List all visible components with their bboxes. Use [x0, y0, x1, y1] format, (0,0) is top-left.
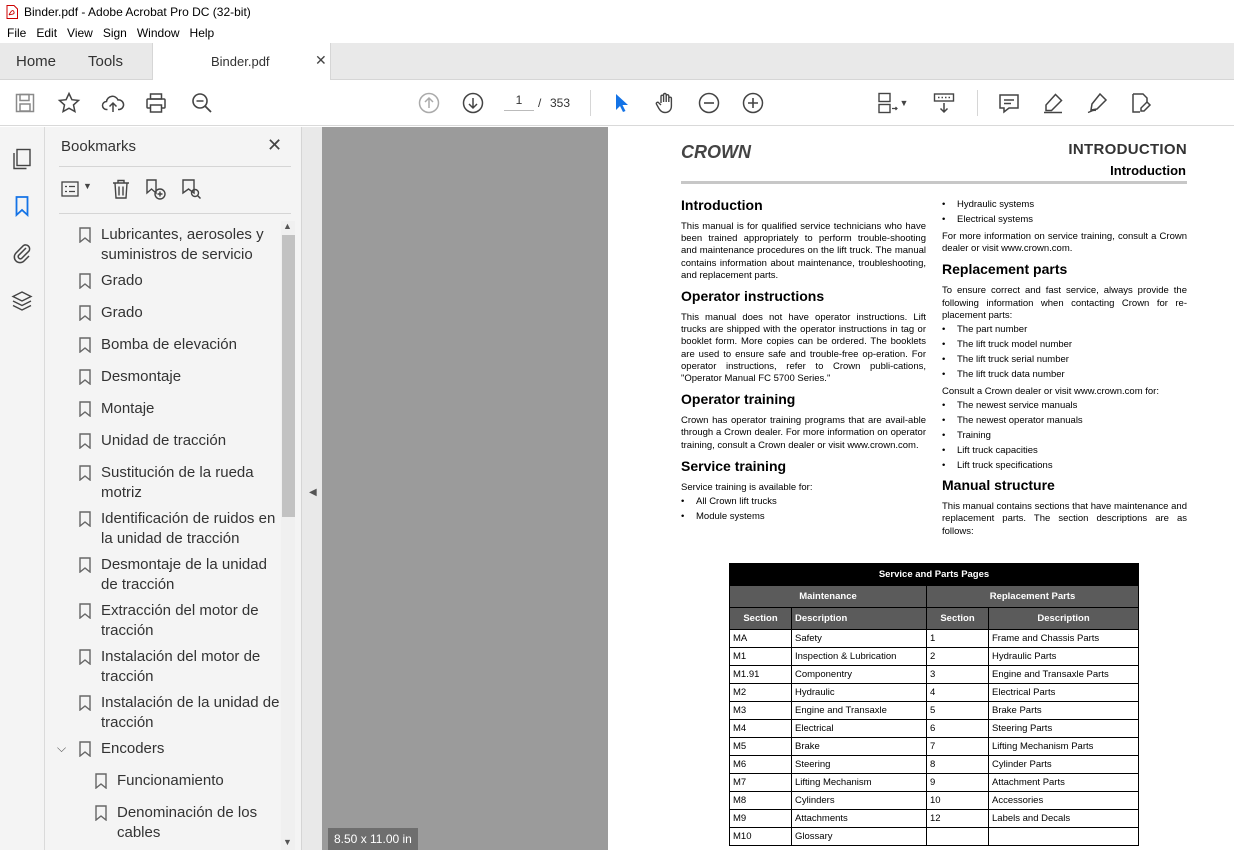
bookmark-label: Funcionamiento [117, 772, 224, 789]
page-total: 353 [550, 96, 571, 110]
heading-operator-instructions: Operator instructions [681, 288, 825, 305]
menu-window[interactable]: Window [136, 26, 180, 40]
parts-description-cell: Labels and Decals [989, 810, 1139, 828]
bookmark-item[interactable] [79, 693, 281, 733]
maintenance-section-cell: M9 [730, 810, 792, 828]
maintenance-description-cell: Engine and Transaxle [792, 702, 927, 720]
cloud-upload-icon[interactable] [101, 91, 125, 115]
menu-sign[interactable]: Sign [102, 26, 127, 40]
maintenance-section-cell: MA [730, 630, 792, 648]
bookmarks-icon[interactable] [10, 194, 34, 218]
maintenance-section-cell: M8 [730, 792, 792, 810]
table-row [730, 630, 1139, 648]
table-title: Service and Parts Pages [730, 564, 1139, 586]
bookmark-label: Desmontaje [101, 368, 182, 385]
section-header: INTRODUCTION [1068, 141, 1187, 158]
maintenance-description-cell: Attachments [792, 810, 927, 828]
tab-tools[interactable]: Tools [88, 53, 124, 70]
comment-icon[interactable] [997, 91, 1021, 115]
maintenance-description-cell: Componentry [792, 666, 927, 684]
navigation-rail [0, 127, 45, 850]
close-tab-icon[interactable]: ✕ [315, 52, 327, 68]
acrobat-pdf-icon [6, 5, 18, 19]
table-row [730, 792, 1139, 810]
menu-edit[interactable]: Edit [36, 26, 58, 40]
parts-description-cell [989, 828, 1139, 846]
chevron-down-icon[interactable]: ⌵ [57, 741, 67, 755]
header-rule [681, 181, 1187, 184]
parts-description-cell: Steering Parts [989, 720, 1139, 738]
toolbar-separator [590, 90, 591, 116]
table-row [730, 648, 1139, 666]
bookmark-ribbon-icon [95, 805, 107, 821]
table-group-replacement-parts: Replacement Parts [927, 586, 1139, 608]
bookmark-ribbon-icon [79, 401, 91, 417]
bookmark-ribbon-icon [79, 557, 91, 573]
bookmarks-panel-title: Bookmarks [61, 138, 137, 155]
table-row [730, 666, 1139, 684]
bookmark-item[interactable] [79, 509, 281, 549]
next-page-icon[interactable] [461, 91, 485, 115]
collapse-panel-icon[interactable]: ◀ [309, 487, 317, 498]
previous-page-icon[interactable] [417, 91, 441, 115]
bookmark-item[interactable] [95, 771, 281, 791]
crown-logo: CROWN [681, 142, 751, 162]
pdf-page [608, 127, 1234, 850]
parts-description-cell: Frame and Chassis Parts [989, 630, 1139, 648]
list-item: • The part number [942, 322, 1187, 337]
list-item: • Electrical systems [942, 212, 1187, 227]
paragraph: This manual is for qualified service technicians who have been trained appropriately to perform trouble-shooting and maintenance procedures on the lift truck. The manual contains information about maintenance, troubleshooting, and replacement parts. [681, 221, 926, 281]
scroll-mode-icon[interactable] [932, 91, 956, 115]
bookmark-label: Montaje [101, 400, 155, 417]
parts-section-cell: 2 [927, 648, 989, 666]
list-item: • Module systems [681, 509, 926, 524]
bookmark-item[interactable] [79, 601, 281, 641]
save-icon[interactable] [13, 91, 37, 115]
maintenance-description-cell: Safety [792, 630, 927, 648]
select-cursor-icon[interactable] [609, 91, 633, 115]
paragraph: To ensure correct and fast service, always provide the following information when contacting Crown for re-placement parts: [942, 285, 1187, 321]
bookmark-label: Bomba de elevación [101, 336, 237, 353]
list-item: • Lift truck specifications [942, 458, 1187, 473]
bookmark-ribbon-icon [79, 273, 91, 289]
new-bookmark-icon[interactable] [143, 177, 169, 203]
parts-section-cell: 3 [927, 666, 989, 684]
parts-description-cell: Lifting Mechanism Parts [989, 738, 1139, 756]
bookmark-item[interactable] [79, 647, 281, 687]
table-row [730, 738, 1139, 756]
maintenance-description-cell: Glossary [792, 828, 927, 846]
document-viewer[interactable] [322, 127, 1234, 850]
toolbar [0, 80, 1234, 126]
parts-description-cell: Accessories [989, 792, 1139, 810]
parts-description-cell: Attachment Parts [989, 774, 1139, 792]
maintenance-description-cell: Hydraulic [792, 684, 927, 702]
paragraph: This manual does not have operator instructions. Lift trucks are shipped with the operator instructions in tag or booklet form. More copies can be ordered. The booklets are used to ensure safe and trouble-free op-eration. For operator instructions, refer to Crown publi-cations, "Operator Manual FC 5700 Series." [681, 312, 926, 385]
scrollbar-thumb[interactable] [282, 235, 295, 517]
maintenance-section-cell: M4 [730, 720, 792, 738]
table-row [730, 684, 1139, 702]
table-row [730, 702, 1139, 720]
tab-bar [0, 43, 1234, 80]
bookmarks-toolbar [59, 177, 291, 203]
star-icon[interactable] [57, 91, 81, 115]
maintenance-description-cell: Brake [792, 738, 927, 756]
page-size-indicator: 8.50 x 11.00 in [328, 828, 418, 850]
section-subheader: Introduction [1110, 163, 1186, 178]
bookmark-label: Denominación de los cables [117, 804, 258, 841]
bookmark-label: Encoders [101, 740, 165, 757]
bullet-list [942, 197, 1187, 227]
scroll-up-icon[interactable]: ▲ [283, 221, 292, 231]
maintenance-section-cell: M1 [730, 648, 792, 666]
table-row [730, 828, 1139, 846]
bookmark-ribbon-icon [79, 433, 91, 449]
panel-splitter[interactable] [301, 127, 322, 850]
bookmark-ribbon-icon [79, 511, 91, 527]
heading-introduction: Introduction [681, 197, 763, 213]
bookmark-label: Lubricantes, aerosoles y suministros de servicio [101, 226, 264, 263]
paragraph: This manual contains sections that have maintenance and replacement parts. The section descriptions are as follows: [942, 501, 1187, 537]
bullet-list [942, 398, 1187, 473]
list-item: • Training [942, 428, 1187, 443]
column-header-description: Description [989, 608, 1139, 630]
maintenance-section-cell: M7 [730, 774, 792, 792]
bookmark-item[interactable] [79, 335, 281, 355]
table-row [730, 756, 1139, 774]
bookmark-item[interactable] [79, 431, 281, 451]
table-body [730, 630, 1139, 846]
list-item: • The lift truck model number [942, 337, 1187, 352]
menu-view[interactable]: View [67, 26, 93, 40]
bookmark-search-icon[interactable] [179, 177, 205, 203]
sign-pen-icon[interactable] [1085, 91, 1109, 115]
bookmark-label: Desmontaje de la unidad de tracción [101, 556, 267, 593]
bookmark-item[interactable] [79, 303, 281, 323]
list-item: • The lift truck serial number [942, 352, 1187, 367]
zoom-in-icon[interactable] [741, 91, 765, 115]
maintenance-section-cell: M5 [730, 738, 792, 756]
menu-help[interactable]: Help [189, 26, 215, 40]
heading-replacement-parts: Replacement parts [942, 261, 1068, 278]
list-item: • The newest operator manuals [942, 413, 1187, 428]
parts-description-cell: Engine and Transaxle Parts [989, 666, 1139, 684]
parts-section-cell: 4 [927, 684, 989, 702]
scroll-down-icon[interactable]: ▼ [283, 837, 292, 847]
close-panel-icon[interactable]: ✕ [267, 135, 283, 155]
list-item: • The lift truck data number [942, 367, 1187, 382]
title-bar [0, 0, 1234, 23]
hand-tool-icon[interactable] [653, 91, 677, 115]
bookmarks-panel [45, 127, 301, 850]
bookmark-ribbon-icon [79, 695, 91, 711]
bookmark-item[interactable] [79, 367, 281, 387]
parts-section-cell [927, 828, 989, 846]
attachments-icon[interactable] [10, 241, 34, 265]
page-display-dropdown-icon[interactable]: ▼ [899, 98, 909, 108]
column-header-section: Section [730, 608, 792, 630]
parts-description-cell: Brake Parts [989, 702, 1139, 720]
bullet-list [942, 322, 1187, 382]
maintenance-description-cell: Electrical [792, 720, 927, 738]
maintenance-description-cell: Lifting Mechanism [792, 774, 927, 792]
left-column [681, 193, 926, 528]
parts-section-cell: 12 [927, 810, 989, 828]
heading-operator-training: Operator training [681, 391, 796, 408]
bookmark-ribbon-icon [95, 773, 107, 789]
list-item: • Hydraulic systems [942, 197, 1187, 212]
parts-section-cell: 6 [927, 720, 989, 738]
parts-section-cell: 9 [927, 774, 989, 792]
bookmark-item[interactable] [79, 225, 281, 265]
bookmark-label: Unidad de tracción [101, 432, 227, 449]
parts-section-cell: 1 [927, 630, 989, 648]
bookmark-label: Identificación de ruidos en la unidad de tracción [101, 510, 276, 547]
right-column [942, 197, 1187, 544]
bookmark-label: Instalación del motor de tracción [101, 648, 261, 685]
bookmark-label: Grado [101, 272, 143, 289]
maintenance-section-cell: M3 [730, 702, 792, 720]
bookmark-ribbon-icon [79, 369, 91, 385]
table-row [730, 810, 1139, 828]
bookmark-label: Sustitución de la rueda motriz [101, 464, 254, 501]
delete-bookmark-icon[interactable] [109, 177, 135, 203]
paragraph: Crown has operator training programs that are avail-able through a Crown dealer. For more information on operator training, consult a Crown dealer or visit www.crown.com. [681, 415, 926, 451]
bookmark-item[interactable] [79, 271, 281, 291]
list-item: • All Crown lift trucks [681, 494, 926, 509]
paragraph: For more information on service training, consult a Crown dealer or visit www.crown.com. [942, 231, 1187, 255]
parts-section-cell: 10 [927, 792, 989, 810]
search-zoom-icon[interactable] [190, 91, 214, 115]
table-row [730, 720, 1139, 738]
parts-section-cell: 5 [927, 702, 989, 720]
bookmark-ribbon-icon [79, 649, 91, 665]
bookmark-item[interactable] [79, 399, 281, 419]
bookmark-ribbon-icon [79, 741, 91, 757]
table-group-maintenance: Maintenance [730, 586, 927, 608]
tab-home[interactable]: Home [16, 53, 57, 70]
bookmark-item-encoders[interactable] [57, 739, 281, 759]
bookmark-item[interactable] [79, 555, 281, 595]
heading-manual-structure: Manual structure [942, 477, 1055, 494]
column-header-section: Section [927, 608, 989, 630]
print-icon[interactable] [144, 91, 168, 115]
bookmark-ribbon-icon [79, 603, 91, 619]
column-header-description: Description [792, 608, 927, 630]
bookmark-item[interactable] [95, 803, 281, 843]
tab-document[interactable] [152, 43, 331, 81]
bookmark-ribbon-icon [79, 305, 91, 321]
heading-service-training: Service training [681, 457, 787, 474]
divider [59, 213, 291, 214]
maintenance-section-cell: M10 [730, 828, 792, 846]
bookmark-label: Instalación de la unidad de tracción [101, 694, 280, 731]
options-dropdown-icon[interactable]: ▼ [83, 181, 92, 191]
highlight-pen-icon[interactable] [1041, 91, 1065, 115]
bullet-list [681, 494, 926, 524]
page-thumbnails-icon[interactable] [10, 147, 34, 171]
bookmark-item[interactable] [79, 463, 281, 503]
page-display-icon[interactable] [875, 91, 899, 115]
paragraph: Consult a Crown dealer or visit www.crown.com for: [942, 386, 1159, 398]
layers-icon[interactable] [10, 289, 34, 313]
maintenance-section-cell: M1.91 [730, 666, 792, 684]
bookmark-ribbon-icon [79, 337, 91, 353]
divider [59, 166, 291, 167]
table-row [730, 774, 1139, 792]
maintenance-section-cell: M6 [730, 756, 792, 774]
page-number-separator: / [538, 96, 542, 110]
bookmark-label: Grado [101, 304, 143, 321]
parts-description-cell: Hydraulic Parts [989, 648, 1139, 666]
maintenance-section-cell: M2 [730, 684, 792, 702]
parts-section-cell: 7 [927, 738, 989, 756]
document-tab-label: Binder.pdf [211, 54, 270, 69]
bookmark-ribbon-icon [79, 465, 91, 481]
maintenance-description-cell: Inspection & Lubrication [792, 648, 927, 666]
list-item: • Lift truck capacities [942, 443, 1187, 458]
window-title: Binder.pdf - Adobe Acrobat Pro DC (32-bit) [24, 4, 251, 19]
list-item: • The newest service manuals [942, 398, 1187, 413]
maintenance-description-cell: Cylinders [792, 792, 927, 810]
bookmark-label: Extracción del motor de tracción [101, 602, 259, 639]
parts-description-cell: Cylinder Parts [989, 756, 1139, 774]
parts-section-cell: 8 [927, 756, 989, 774]
zoom-out-icon[interactable] [697, 91, 721, 115]
page-number-input[interactable] [504, 89, 534, 111]
service-parts-table [729, 563, 1139, 846]
fill-sign-icon[interactable] [1129, 91, 1153, 115]
toolbar-separator [977, 90, 978, 116]
menu-bar [0, 23, 1234, 43]
bookmarks-list [45, 221, 281, 850]
parts-description-cell: Electrical Parts [989, 684, 1139, 702]
paragraph: Service training is available for: [681, 481, 813, 493]
bookmark-ribbon-icon [79, 227, 91, 243]
bookmarks-scrollbar[interactable] [281, 221, 295, 850]
maintenance-description-cell: Steering [792, 756, 927, 774]
menu-file[interactable]: File [7, 26, 27, 40]
